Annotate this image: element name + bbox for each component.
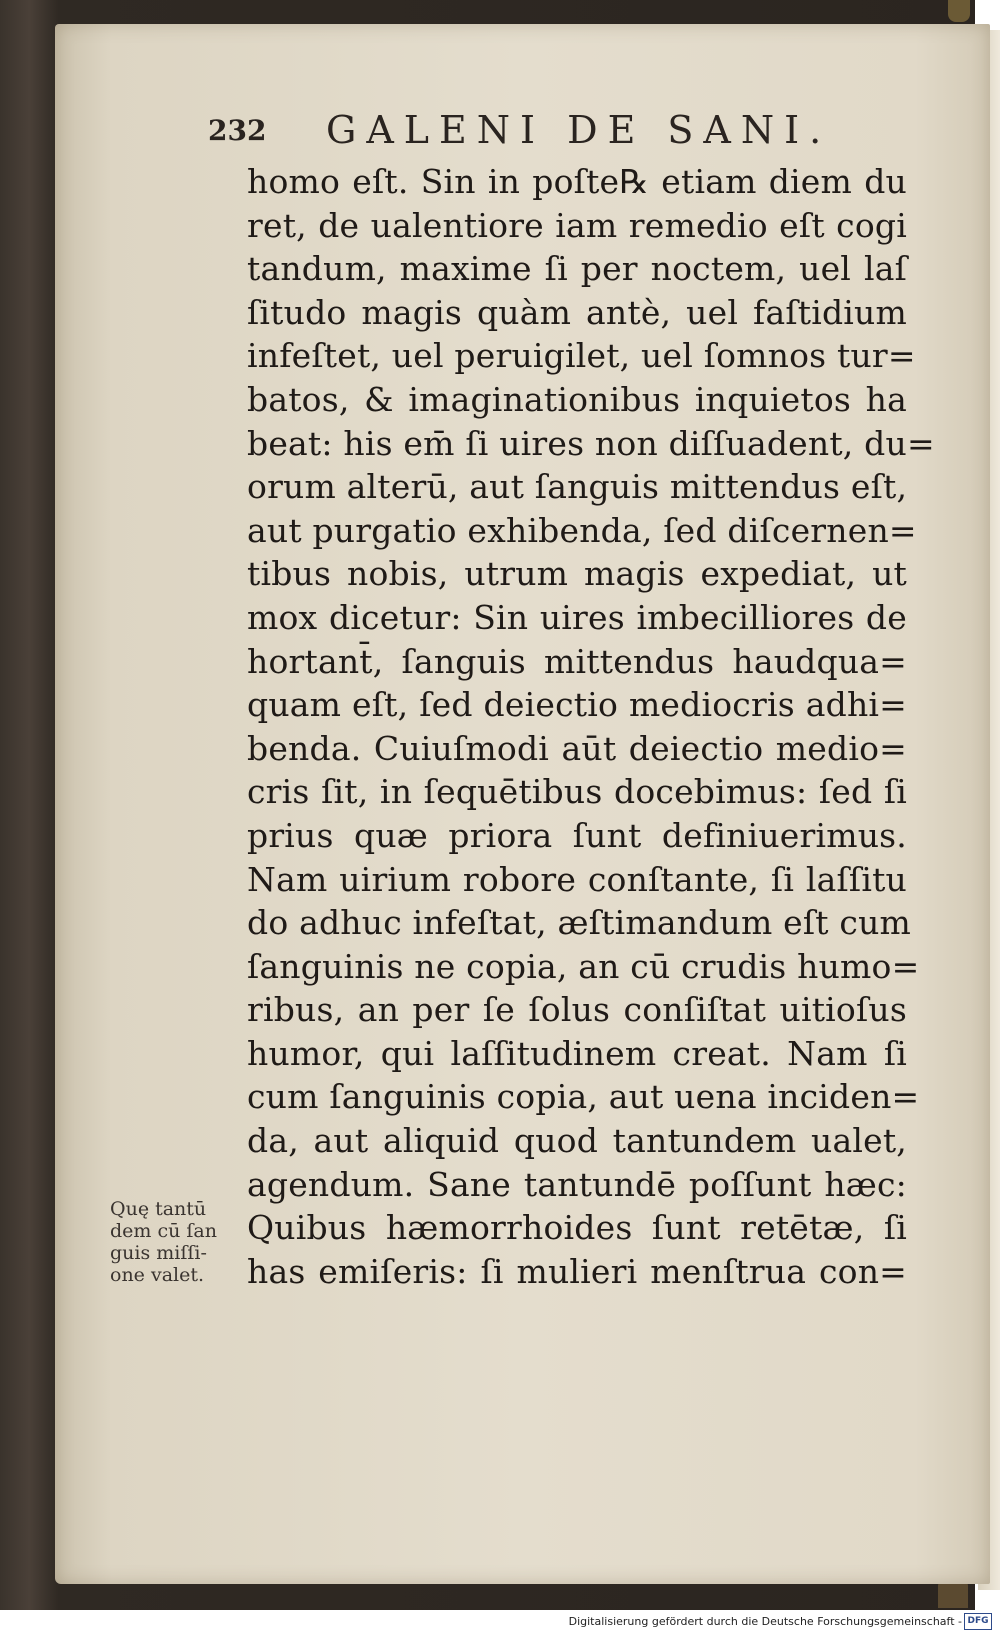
text-line: infeſtet, uel peruigilet, uel ſomnos tur= [247, 336, 916, 376]
page-number: 232 [208, 114, 267, 147]
text-line: quam eſt, ſed deiectio mediocris adhi= [247, 685, 907, 725]
text-line: da, aut aliquid quod tantundem ualet, [247, 1121, 907, 1161]
text-line: homo eſt. Sin in poſte℞ etiam diem du [247, 162, 907, 201]
marginal-note-line: Quę tantū [110, 1198, 207, 1220]
text-line: Quibus hæmorrhoides ſunt retētæ, ſi [247, 1208, 907, 1248]
text-line: humor, qui laſſitudinem creat. Nam ſi [247, 1033, 907, 1073]
text-line: orum alterū, aut ſanguis mittendus eſt, [247, 467, 908, 507]
marginal-note [110, 1198, 240, 1286]
text-line: do adhuc infeſtat, æſtimandum eſt cum [247, 903, 912, 943]
text-line: ret, de ualentiore iam remedio eſt cogi [247, 205, 907, 245]
marginal-note-line: one valet. [110, 1264, 205, 1286]
binding-tab-bottom [938, 1580, 968, 1608]
running-title: GALENI DE SANI. [326, 108, 832, 152]
text-line: ſitudo magis quàm antè, uel faſtidium [247, 292, 907, 332]
text-line: benda. Cuiuſmodi aūt deiectio medio= [247, 728, 907, 768]
running-head [208, 108, 868, 158]
marginal-note-line: guis miſſi- [110, 1242, 207, 1264]
digitization-footer [0, 1610, 1000, 1635]
text-line: Nam uirium robore conſtante, ſi laſſitu [247, 859, 907, 899]
text-line: prius quæ priora ſunt definiuerimus. [247, 815, 907, 855]
binding-tab-top [948, 0, 970, 22]
text-line: ſanguinis ne copia, an cū crudis humo= [247, 946, 920, 986]
text-line: has emiſeris: ſi mulieri menſtrua con= [247, 1251, 907, 1291]
text-line: agendum. Sane tantundē poſſunt hæc: [247, 1164, 907, 1204]
text-line: cum ſanguinis copia, aut uena inciden= [247, 1077, 920, 1117]
text-line: ribus, an per ſe ſolus conſiſtat uitioſus [247, 990, 907, 1030]
text-line: mox dicetur: Sin uires imbecilliores de [247, 597, 907, 637]
text-line: tandum, maxime ſi per noctem, uel laſ [247, 249, 907, 289]
body-text-block [247, 160, 935, 1293]
funding-credit: Digitalisierung gefördert durch die Deutsche Forschungsgemeinschaft - [568, 1615, 962, 1628]
text-line: beat: his em̄ ſi uires non diſſuadent, du= [247, 423, 935, 463]
text-line: tibus nobis, utrum magis expediat, ut [247, 554, 907, 594]
dfg-logo: DFG [964, 1613, 992, 1630]
text-line: cris ſit, in ſequētibus docebimus: ſed ſi [247, 772, 907, 812]
marginal-note-line: dem cū ſan [110, 1220, 217, 1242]
text-line: batos, & imaginationibus inquietos ha [247, 379, 907, 419]
text-line: aut purgatio exhibenda, ſed diſcernen= [247, 510, 917, 550]
text-line: hortant̄, ſanguis mittendus haudqua= [247, 641, 907, 681]
